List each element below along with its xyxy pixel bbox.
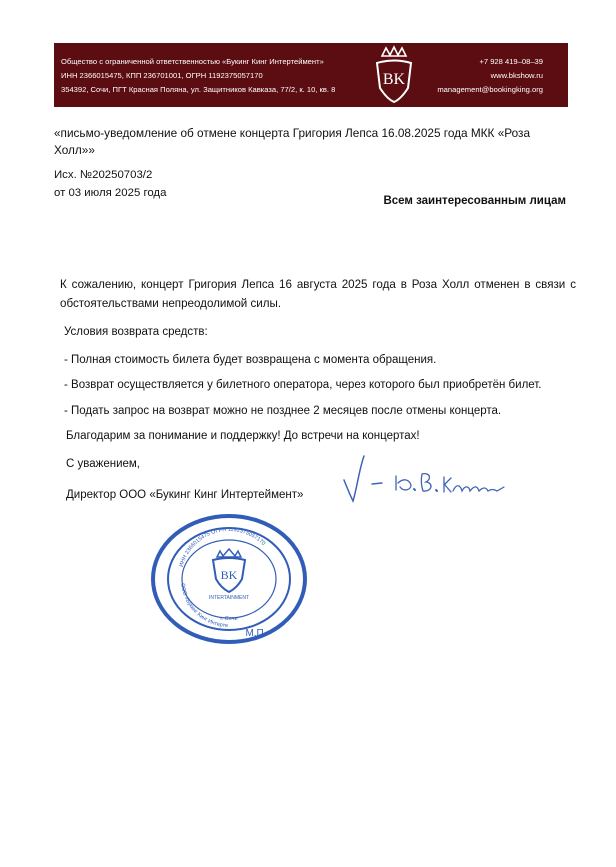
reference-block [54,166,166,202]
company-phone: +7 928 419–08–39 [479,57,543,66]
stamp-mp: М.П. [245,628,267,639]
stamp-city: г. Сочи [220,616,238,622]
letter-subject: «письмо-уведомление об отмене концерта Григория Лепса 16.08.2025 года МКК «Роза Холл»» [54,126,531,157]
stamp-small-text: INTERTAINMENT [208,595,250,601]
director-signature [340,452,510,508]
signer-line: Директор ООО «Букинг Кинг Интертеймент» [66,489,304,501]
condition-item-3: - Подать запрос на возврат можно не позднее 2 месяцев после отмены концерта. [64,405,502,417]
intro-paragraph: К сожалению, концерт Григория Лепса 16 августа 2025 года в Роза Холл отменен в связи с обстоятельствами непреодолимой силы. [60,278,576,310]
condition-item-1: - Полная стоимость билета будет возвращена с момента обращения. [64,354,437,366]
letter-date: от 03 июля 2025 года [54,187,167,199]
company-details [61,55,335,97]
company-website: www.bkshow.ru [490,71,543,80]
company-tax-line: ИНН 2366015475, КПП 236701001, ОГРН 1192375057170 [61,71,263,80]
thanks-line: Благодарим за понимание и поддержку! До встречи на концертах! [66,430,420,442]
condition-item-2: - Возврат осуществляется у билетного оператора, через которого был приобретён билет. [64,379,542,391]
company-logo [372,45,416,105]
conditions-title: Условия возврата средств: [64,326,208,338]
stamp-left-text: ООО «Букинг Кинг Интерте [179,582,229,630]
regards-line: С уважением, [66,458,140,470]
stamp-top-text: ИНН 2366015475 ОГРН 1192375057170 [178,526,267,568]
company-stamp [150,512,308,647]
company-email: management@bookingking.org [437,85,543,94]
addressee: Всем заинтересованным лицам [383,195,566,207]
logo-monogram: BK [382,71,406,88]
company-name-line: Общество с ограниченной ответственностью «Букинг Кинг Интертеймент» [61,57,324,66]
reference-number: Исх. №20250703/2 [54,169,153,181]
stamp-monogram: BK [220,568,238,582]
company-contacts [437,55,543,97]
company-address-line: 354392, Сочи, ПГТ Красная Поляна, ул. Защитников Кавказа, 77/2, к. 10, кв. 8 [61,85,336,94]
letterhead [54,43,568,107]
